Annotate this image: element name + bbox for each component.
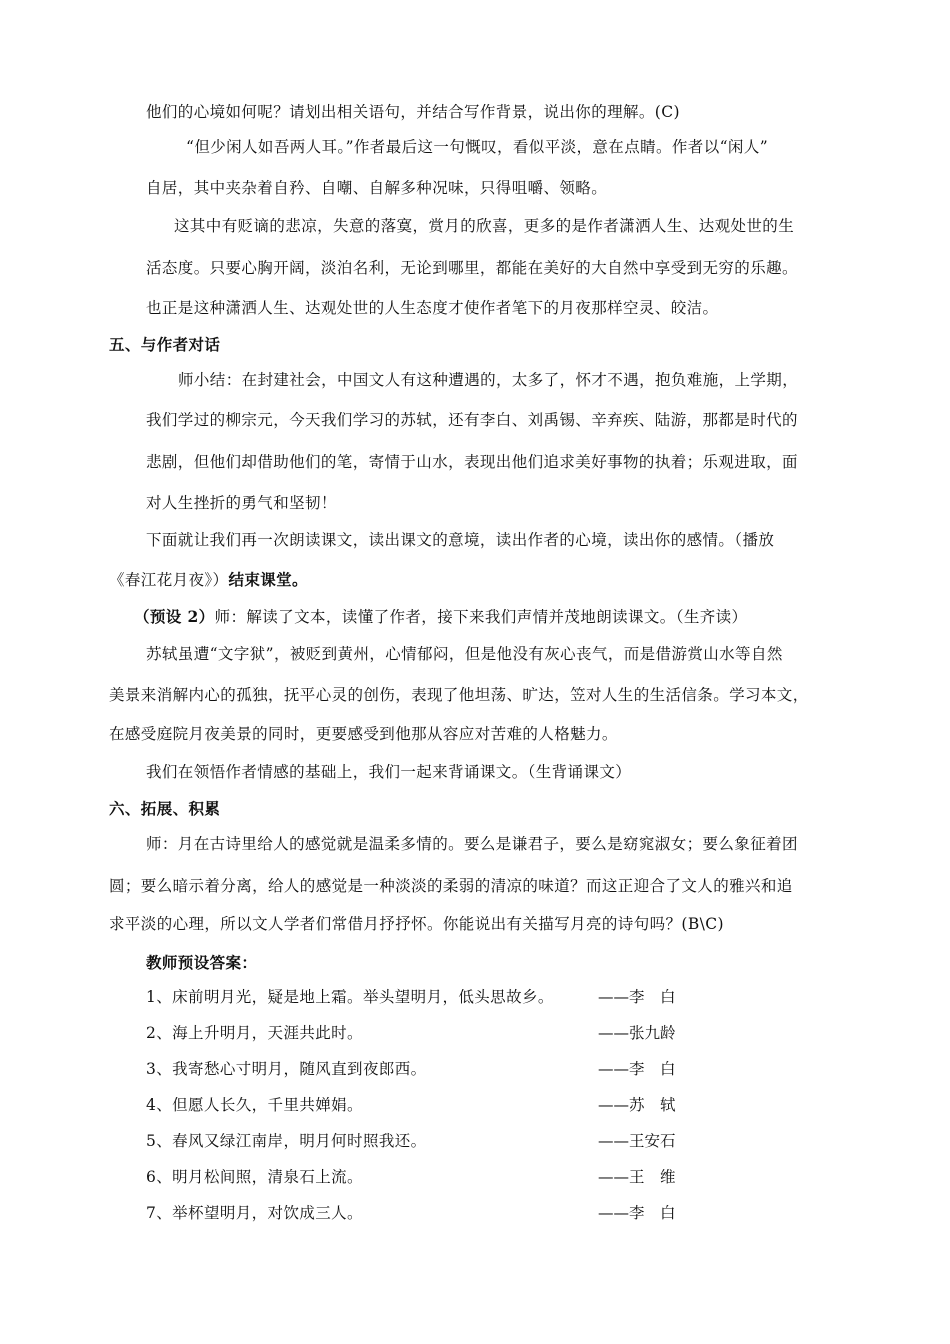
paragraph-line (109, 570, 308, 590)
paragraph-line (134, 607, 747, 627)
paragraph-line: 自居，其中夹杂着自矜、自嘲、自解多种况味，只得咀嚼、领略。 (146, 179, 608, 197)
poem-line: 4、但愿人长久，千里共婵娟。 (146, 1096, 363, 1114)
poem-author: ——李 白 (598, 988, 676, 1006)
paragraph-line: 求平淡的心理，所以文人学者们常借月抒抒怀。你能说出有关描写月亮的诗句吗？(B\C) (109, 915, 724, 933)
paragraph-line: 圆；要么暗示着分离，给人的感觉是一种淡淡的柔弱的清凉的味道？而这正迎合了文人的雅兴和追 (109, 877, 793, 895)
emphasis-text: （预设 2） (134, 607, 215, 626)
poem-line: 3、我寄愁心寸明月，随风直到夜郎西。 (146, 1060, 427, 1078)
paragraph-line: 活态度。只要心胸开阔，淡泊名利，无论到哪里，都能在美好的大自然中享受到无穷的乐趣。 (146, 259, 798, 277)
text-run: 师：解读了文本，读懂了作者，接下来我们声情并茂地朗读课文。（生齐读） (214, 608, 748, 626)
poem-author: ——李 白 (598, 1204, 676, 1222)
poem-author: ——李 白 (598, 1060, 676, 1078)
paragraph-line: 在感受庭院月夜美景的同时，更要感受到他那从容应对苦难的人格魅力。 (109, 725, 618, 743)
poem-author: ——苏 轼 (598, 1096, 676, 1114)
poem-author: ——王安石 (598, 1132, 676, 1150)
poem-line: 7、举杯望明月，对饮成三人。 (146, 1204, 363, 1222)
poem-author: ——王 维 (598, 1168, 676, 1186)
poem-line: 6、明月松间照，清泉石上流。 (146, 1168, 363, 1186)
answers-title: 教师预设答案： (146, 953, 258, 972)
text-run: 《春江花月夜》） (109, 571, 229, 589)
paragraph-line: “但少闲人如吾两人耳。”作者最后这一句慨叹，看似平淡，意在点睛。作者以“闲人” (186, 138, 769, 156)
paragraph-line: 师：月在古诗里给人的感觉就是温柔多情的。要么是谦君子，要么是窈窕淑女；要么象征着团 (146, 835, 798, 853)
paragraph-line: 这其中有贬谪的悲凉，失意的落寞，赏月的欣喜，更多的是作者潇洒人生、达观处世的生 (174, 217, 795, 235)
paragraph-line: 他们的心境如何呢？请划出相关语句，并结合写作背景，说出你的理解。(C) (146, 103, 680, 121)
poem-line: 5、春风又绿江南岸，明月何时照我还。 (146, 1132, 427, 1150)
poem-line: 2、海上升明月，天涯共此时。 (146, 1024, 363, 1042)
paragraph-line: 下面就让我们再一次朗读课文，读出课文的意境，读出作者的心境，读出你的感情。（播放 (146, 531, 775, 549)
paragraph-line: 也正是这种潇洒人生、达观处世的人生态度才使作者笔下的月夜那样空灵、皎洁。 (146, 299, 719, 317)
paragraph-line: 苏轼虽遭“文字狱”，被贬到黄州，心情郁闷，但是他没有灰心丧气，而是借游赏山水等自然 (146, 645, 783, 663)
section-heading: 六、拓展、积累 (109, 799, 221, 818)
paragraph-line: 悲剧，但他们却借助他们的笔，寄情于山水，表现出他们追求美好事物的执着；乐观进取，面 (146, 453, 798, 471)
paragraph-line: 美景来消解内心的孤独，抚平心灵的创伤，表现了他坦荡、旷达，笠对人生的生活信条。学习本文， (109, 686, 809, 704)
poem-line: 1、床前明月光，疑是地上霜。举头望明月，低头思故乡。 (146, 988, 554, 1006)
emphasis-text: 结束课堂。 (228, 570, 308, 589)
paragraph-line: 我们在领悟作者情感的基础上，我们一起来背诵课文。（生背诵课文） (146, 763, 632, 781)
poem-author: ——张九龄 (598, 1024, 676, 1042)
section-heading: 五、与作者对话 (109, 335, 221, 354)
paragraph-line: 师小结：在封建社会，中国文人有这种遭遇的，太多了，怀才不遇，抱负难施，上学期， (178, 371, 799, 389)
paragraph-line: 对人生挫折的勇气和坚韧！ (146, 494, 337, 512)
paragraph-line: 我们学过的柳宗元，今天我们学习的苏轼，还有李白、刘禹锡、辛弃疾、陆游，那都是时代的 (146, 411, 798, 429)
